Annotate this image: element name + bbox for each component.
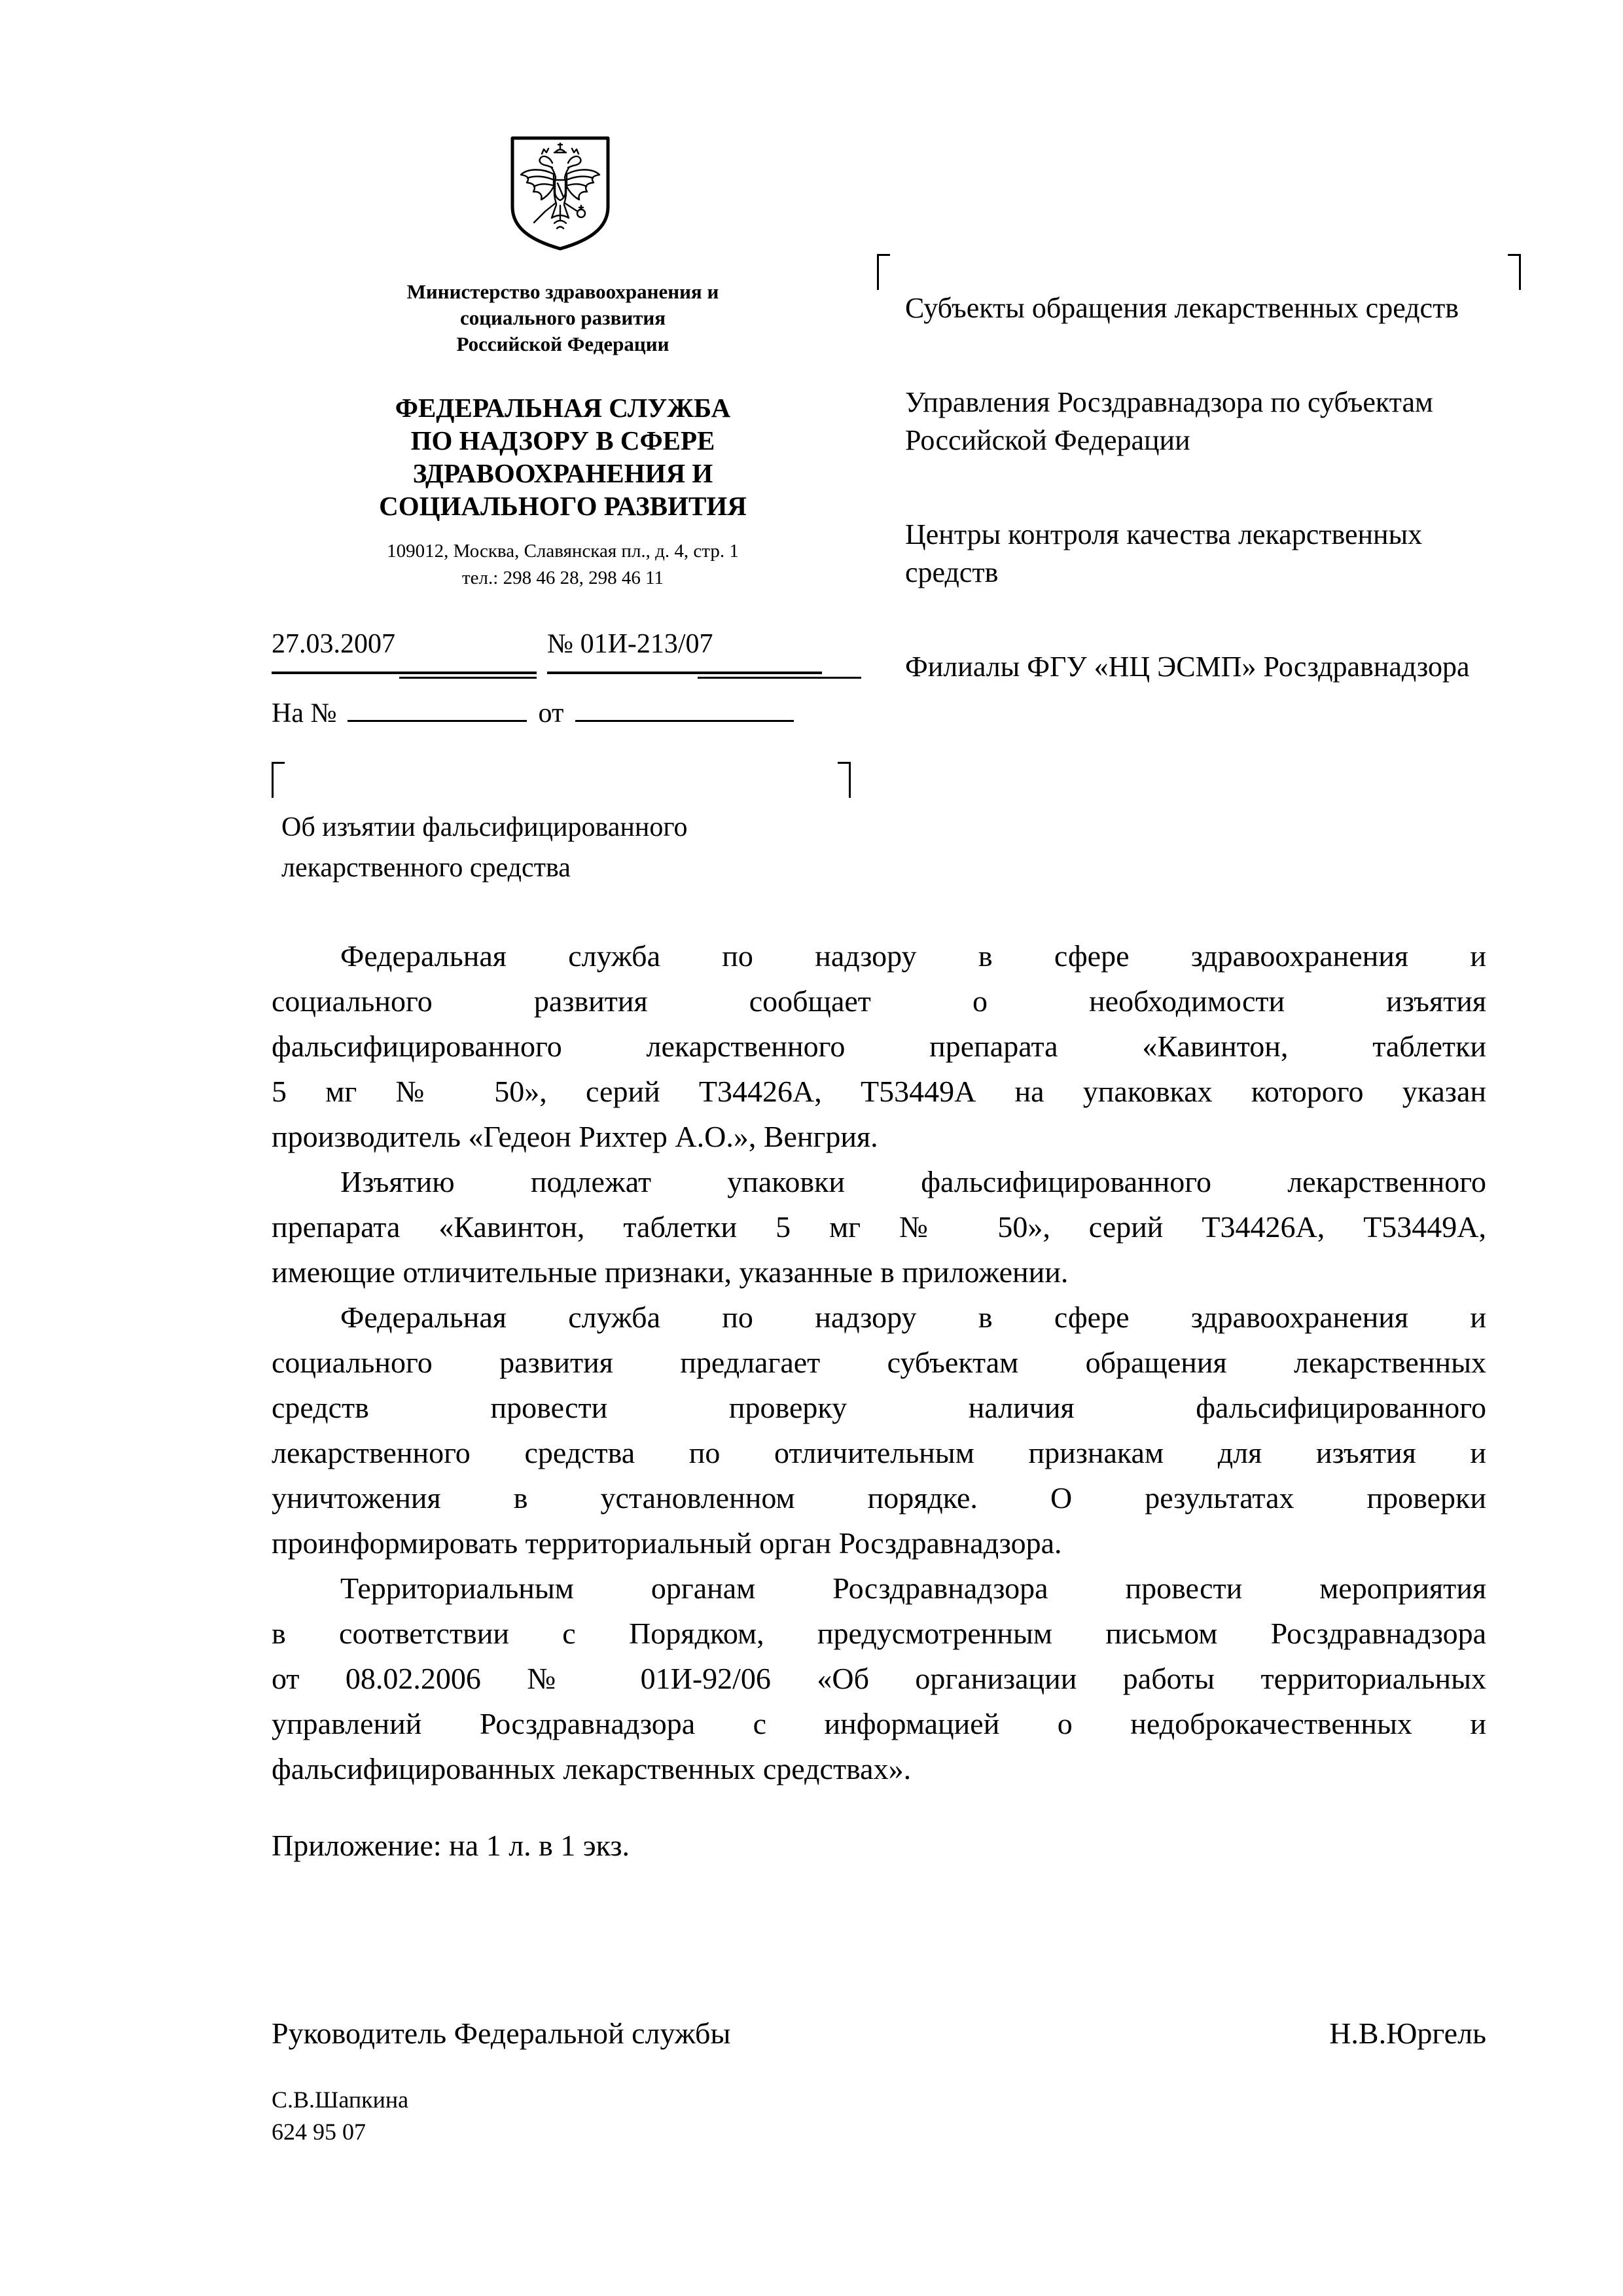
- phone-line: тел.: 298 46 28, 298 46 11: [462, 567, 664, 588]
- body-line: производитель «Гедеон Рихтер А.О.», Венгрия.: [272, 1120, 878, 1153]
- recipient: Центры контроля качества лекарственных средств: [905, 518, 1423, 588]
- coat-of-arms-emblem: [507, 133, 613, 254]
- signer-position: Руководитель Федеральной службы: [272, 2017, 731, 2050]
- corner-mark: [877, 254, 890, 290]
- reply-label: На №: [272, 698, 337, 728]
- body-line: социального развития предлагает субъектам обращения лекарственных: [272, 1346, 1486, 1379]
- body-line: проинформировать территориальный орган Росздравнадзора.: [272, 1526, 1062, 1560]
- reply-number-blank: [348, 691, 527, 722]
- executor-phone: 624 95 07: [272, 2119, 366, 2145]
- letter-number: № 01И-213/07: [547, 627, 822, 674]
- service-line: ПО НАДЗОРУ В СФЕРЕ: [410, 425, 715, 456]
- body-line: фальсифицированного лекарственного препарата «Кавинтон, таблетки: [272, 1030, 1486, 1063]
- reply-reference-line: [272, 691, 794, 732]
- body-line: средств провести проверку наличия фальсифицированного: [272, 1391, 1486, 1424]
- reply-date-blank: [575, 691, 794, 722]
- letterhead-address: [281, 538, 844, 592]
- signer-name: Н.В.Юргель: [1329, 2017, 1486, 2050]
- body-line: имеющие отличительные признаки, указанные в приложении.: [272, 1255, 1069, 1289]
- body-line: препарата «Кавинтон, таблетки 5 мг № 50», серий Т34426А, Т53449А,: [272, 1210, 1486, 1244]
- ministry-line: Министерство здравоохранения и: [406, 280, 719, 303]
- body-line: Федеральная служба по надзору в сфере здравоохранения и: [340, 1300, 1486, 1334]
- address-line: 109012, Москва, Славянская пл., д. 4, стр. 1: [387, 541, 739, 562]
- body-line: социального развития сообщает о необходимости изъятия: [272, 984, 1486, 1018]
- corner-mark: [838, 762, 851, 798]
- service-line: ЗДРАВООХРАНЕНИЯ И: [412, 458, 713, 488]
- corner-mark: [1508, 254, 1521, 290]
- recipient: Управления Росздравнадзора по субъектам Российской Федерации: [905, 386, 1433, 456]
- body-line: 5 мг № 50», серий Т34426А, Т53449А на упаковках которого указан: [272, 1075, 1486, 1108]
- letter-date: 27.03.2007: [272, 627, 537, 674]
- attachment-note: Приложение: на 1 л. в 1 экз.: [272, 1829, 630, 1862]
- body-line: Территориальным органам Росздравнадзора провести мероприятия: [340, 1571, 1486, 1605]
- body-line: от 08.02.2006 № 01И-92/06 «Об организации работы территориальных: [272, 1662, 1486, 1695]
- body-line: Изъятию подлежат упаковки фальсифицированного лекарственного: [340, 1165, 1486, 1198]
- body-line: управлений Росздравнадзора с информацией о недоброкачественных и: [272, 1707, 1486, 1740]
- ministry-name: [281, 279, 844, 357]
- signature-row: [272, 2015, 1486, 2053]
- recipients-block: [905, 289, 1520, 742]
- ministry-line: социального развития: [459, 306, 666, 329]
- body-line: Федеральная служба по надзору в сфере здравоохранения и: [340, 939, 1486, 973]
- letter-subject: Об изъятии фальсифицированного лекарственного средства: [281, 812, 688, 883]
- recipient: Субъекты обращения лекарственных средств: [905, 292, 1459, 324]
- reply-from-label: от: [538, 698, 564, 728]
- service-line: ФЕДЕРАЛЬНАЯ СЛУЖБА: [395, 393, 731, 423]
- corner-mark: [272, 762, 285, 798]
- body-line: фальсифицированных лекарственных средствах».: [272, 1752, 912, 1785]
- body-line: уничтожения в установленном порядке. О результатах проверки: [272, 1481, 1486, 1515]
- executor-name: С.В.Шапкина: [272, 2087, 409, 2113]
- service-line: СОЦИАЛЬНОГО РАЗВИТИЯ: [379, 491, 747, 521]
- executor-block: [272, 2084, 408, 2148]
- body-line: лекарственного средства по отличительным признакам для изъятия и: [272, 1436, 1486, 1469]
- body-line: в соответствии с Порядком, предусмотренным письмом Росздравнадзора: [272, 1617, 1486, 1650]
- federal-service-name: [281, 391, 844, 522]
- letter-body: [272, 933, 1486, 1791]
- recipient: Филиалы ФГУ «НЦ ЭСМП» Росздравнадзора: [905, 651, 1470, 683]
- ministry-line: Российской Федерации: [456, 332, 669, 355]
